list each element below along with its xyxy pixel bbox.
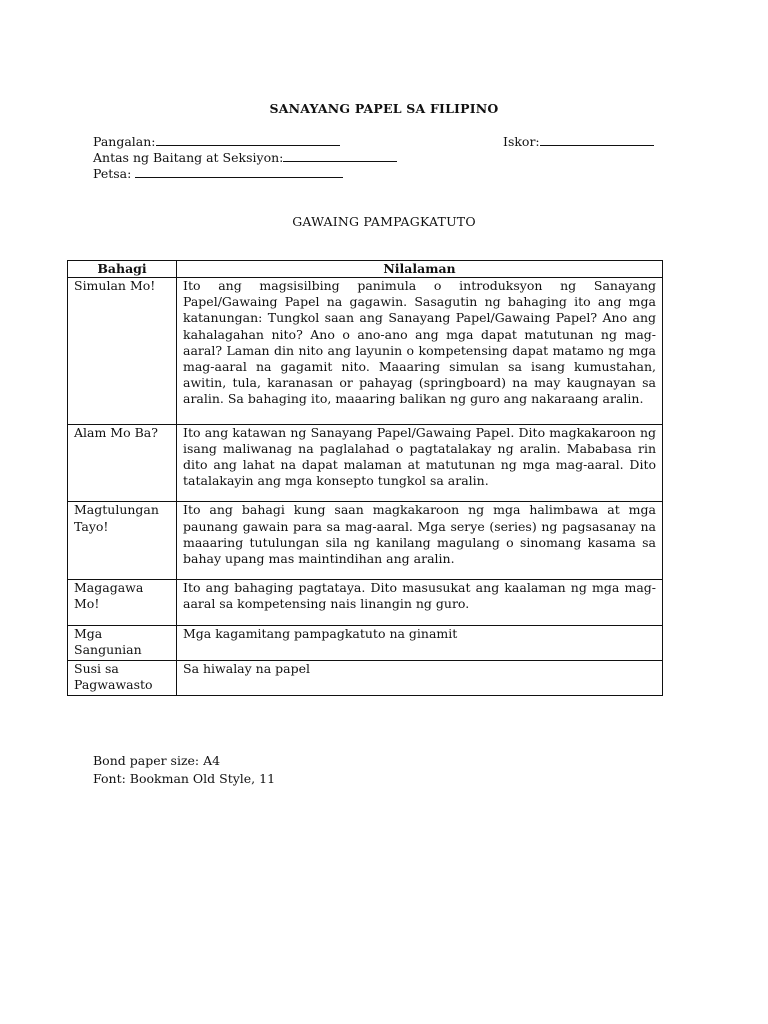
row-part-label: Alam Mo Ba?	[68, 424, 177, 502]
header-content: Nilalaman	[177, 261, 663, 278]
paper-size-note: Bond paper size: A4	[93, 753, 221, 768]
date-label: Petsa:	[93, 166, 132, 181]
name-field	[93, 134, 340, 150]
date-field	[93, 166, 343, 182]
table-header-row	[68, 261, 663, 278]
score-blank-line	[540, 134, 654, 146]
grade-section-field	[93, 150, 397, 166]
font-note: Font: Bookman Old Style, 11	[93, 771, 276, 786]
table-row	[68, 424, 663, 502]
row-part-label: Magtulungan Tayo!	[68, 502, 177, 580]
table-row	[68, 661, 663, 696]
name-label: Pangalan:	[93, 134, 156, 149]
table-row	[68, 502, 663, 580]
row-content: Ito ang magsisilbing panimula o introduksyon ng Sanayang Papel/Gawaing Papel na gagawin. Sasagutin ng bahaging ito ang mga katanungan: Tungkol saan ang Sanayang Papel/Gawaing Papel? Ano ang kahalagahan nito? Ano o ano-ano ang mga dapat matutunan ng mag-aaral? Laman din nito ang layunin o kompetensing dapat matamo ng mga mag-aaral na gagamit nito. Maaaring simulan sa isang kumustahan, awitin, tula, karanasan or pahayag (springboard) na may kaugnayan sa aralin. Sa bahaging ito, maaaring balikan ng guro ang nakaraang aralin.	[177, 278, 663, 425]
row-content: Ito ang bahagi kung saan magkakaroon ng mga halimbawa at mga paunang gawain para sa mag-aaral. Mga serye (series) ng pagsasanay na maaaring tutulungan sila ng kanilang magulang o sinomang kasama sa bahay upang mas maintindihan ang aralin.	[177, 502, 663, 580]
row-part-label: Simulan Mo!	[68, 278, 177, 425]
row-part-label: Magagawa Mo!	[68, 580, 177, 625]
grade-section-label: Antas ng Baitang at Seksiyon:	[93, 150, 284, 165]
row-content: Ito ang bahaging pagtataya. Dito masusukat ang kaalaman ng mga mag-aaral sa kompetensing nais linangin ng guro.	[177, 580, 663, 625]
row-content: Sa hiwalay na papel	[177, 661, 663, 696]
score-field	[503, 134, 654, 150]
row-content: Mga kagamitang pampagkatuto na ginamit	[177, 625, 663, 660]
table-row	[68, 278, 663, 425]
worksheet-parts-table	[67, 260, 663, 696]
name-blank-line	[156, 134, 340, 146]
table-row	[68, 580, 663, 625]
row-part-label: Mga Sangunian	[68, 625, 177, 660]
row-content: Ito ang katawan ng Sanayang Papel/Gawaing Papel. Dito magkakaroon ng isang maliwanag na paglalahad o pagtatalakay ng aralin. Mababasa rin dito ang lahat na dapat malaman at matutunan ng mga mag-aaral. Dito tatalakayin ang mga konsepto tungkol sa aralin.	[177, 424, 663, 502]
date-blank-line	[135, 166, 343, 178]
row-part-label: Susi sa Pagwawasto	[68, 661, 177, 696]
header-part: Bahagi	[68, 261, 177, 278]
table-row	[68, 625, 663, 660]
section-title: GAWAING PAMPAGKATUTO	[292, 214, 476, 229]
grade-section-blank-line	[283, 150, 397, 162]
document-title: SANAYANG PAPEL SA FILIPINO	[269, 101, 499, 116]
score-label: Iskor:	[503, 134, 540, 149]
